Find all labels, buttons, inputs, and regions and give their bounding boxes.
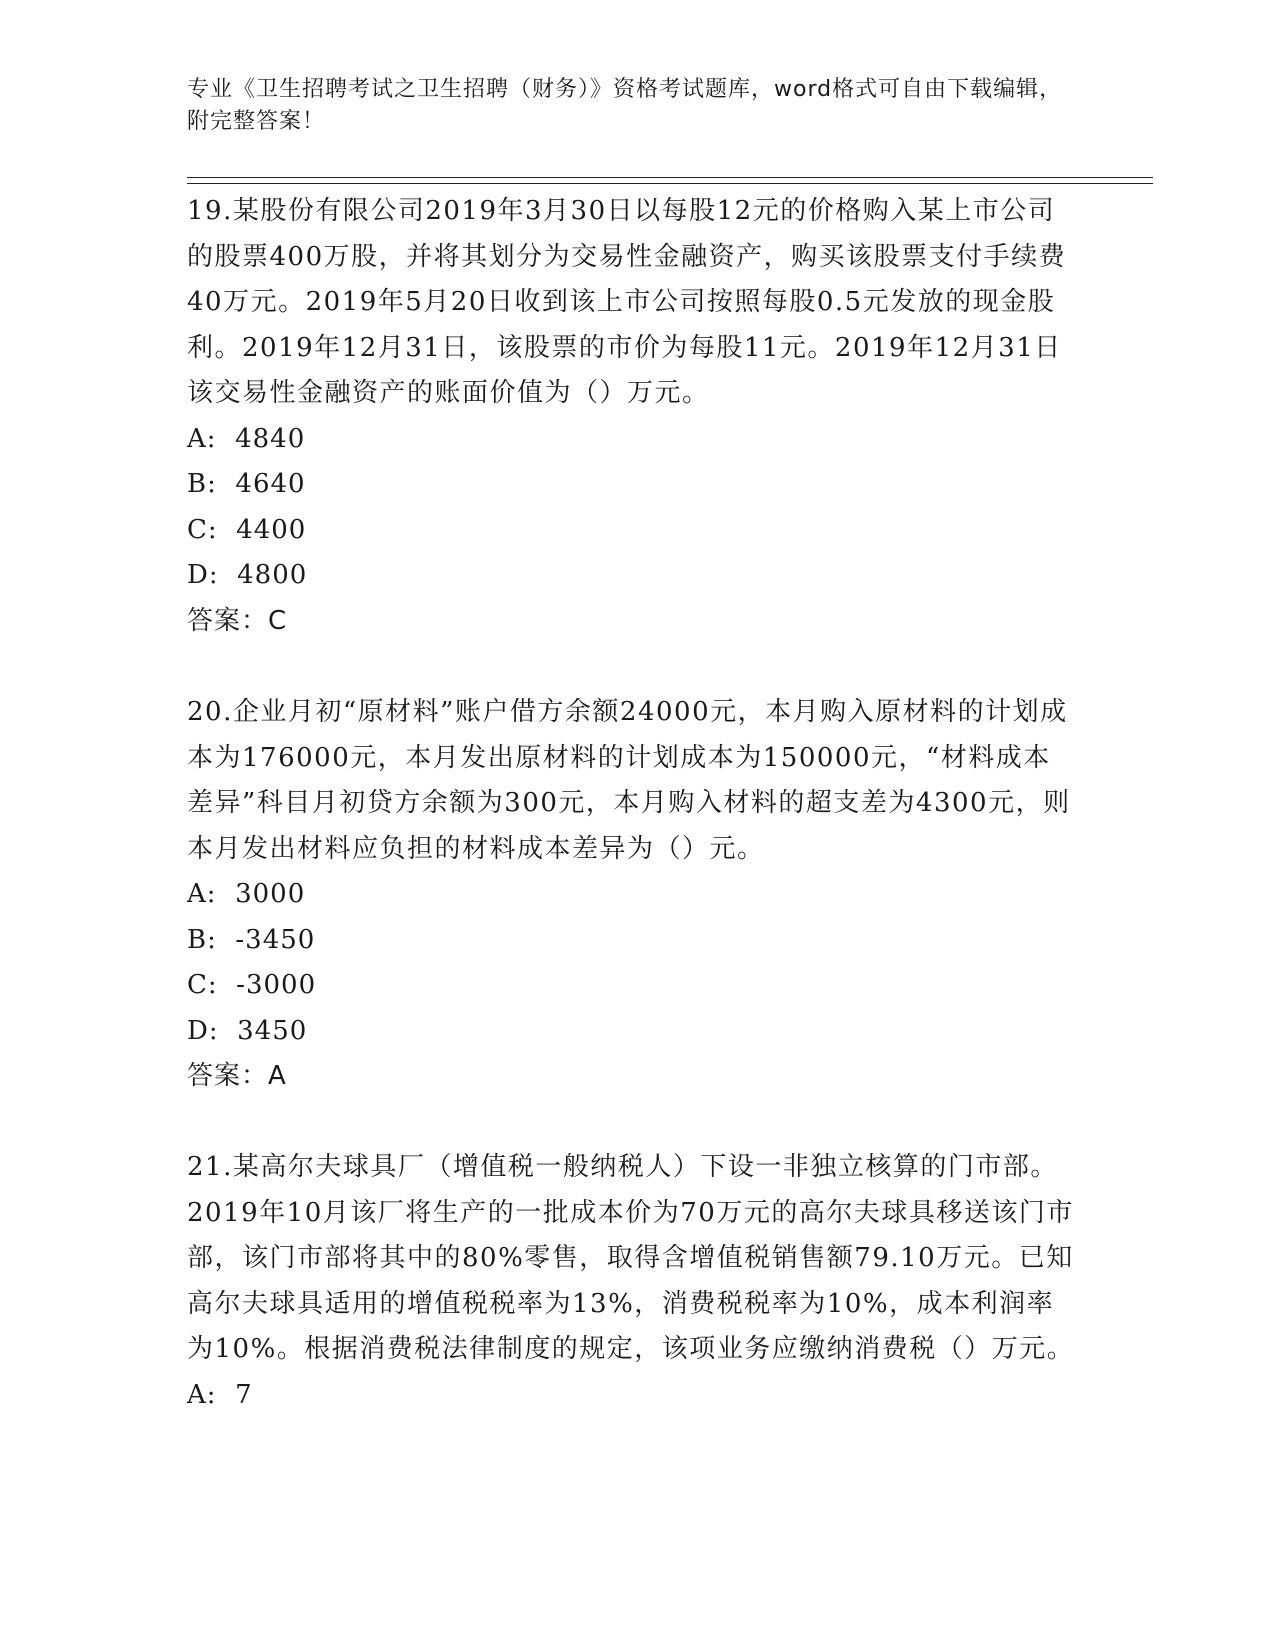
- question-text: 19.某股份有限公司2019年3月30日以每股12元的价格购入某上市公司的股票400万股，并将其划分为交易性金融资产，购买该股票支付手续费40万元。2019年5月20日收到该上市公司按照每股0.5元发放的现金股利。2019年12月31日，该股票的市价为每股11元。2019年12月31日该交易性金融资产的账面价值为（）万元。: [187, 196, 1067, 408]
- header-divider-top: [187, 177, 1153, 178]
- question-20: [187, 690, 1077, 1100]
- answer: 答案：C: [187, 605, 288, 636]
- option-c: C: -3000: [187, 970, 317, 1000]
- header-divider-bottom: [187, 183, 1153, 184]
- option-b: B: -3450: [187, 924, 316, 955]
- option-c: C: 4400: [187, 514, 307, 545]
- option-b: B: 4640: [187, 469, 306, 499]
- option-d: D: 4800: [187, 560, 308, 590]
- option-a: A: 7: [187, 1379, 253, 1410]
- question-text: 21.某高尔夫球具厂（增值税一般纳税人）下设一非独立核算的门市部。2019年10月该厂将生产的一批成本价为70万元的高尔夫球具移送该门市部，该门市部将其中的80%零售，取得含增值税销售额79.10万元。已知高尔夫球具适用的增值税税率为13%，消费税税率为10%，成本利润率为10%。根据消费税法律制度的规定，该项业务应缴纳消费税（）万元。: [187, 1152, 1075, 1364]
- document-header: 专业《卫生招聘考试之卫生招聘（财务）》资格考试题库，word格式可自由下载编辑，附完整答案！: [187, 77, 1063, 134]
- question-text: 20.企业月初“原材料”账户借方余额24000元，本月购入原材料的计划成本为176000元，本月发出原材料的计划成本为150000元，“材料成本差异”科目月初贷方余额为300元，本月购入材料的超支差为4300元，则本月发出材料应负担的材料成本差异为（）元。: [187, 697, 1071, 864]
- answer: 答案：A: [187, 1061, 287, 1091]
- question-19: [187, 189, 1077, 644]
- option-a: A: 3000: [187, 879, 306, 909]
- option-d: D: 3450: [187, 1015, 308, 1046]
- option-a: A: 4840: [187, 423, 306, 454]
- question-21: [187, 1145, 1077, 1418]
